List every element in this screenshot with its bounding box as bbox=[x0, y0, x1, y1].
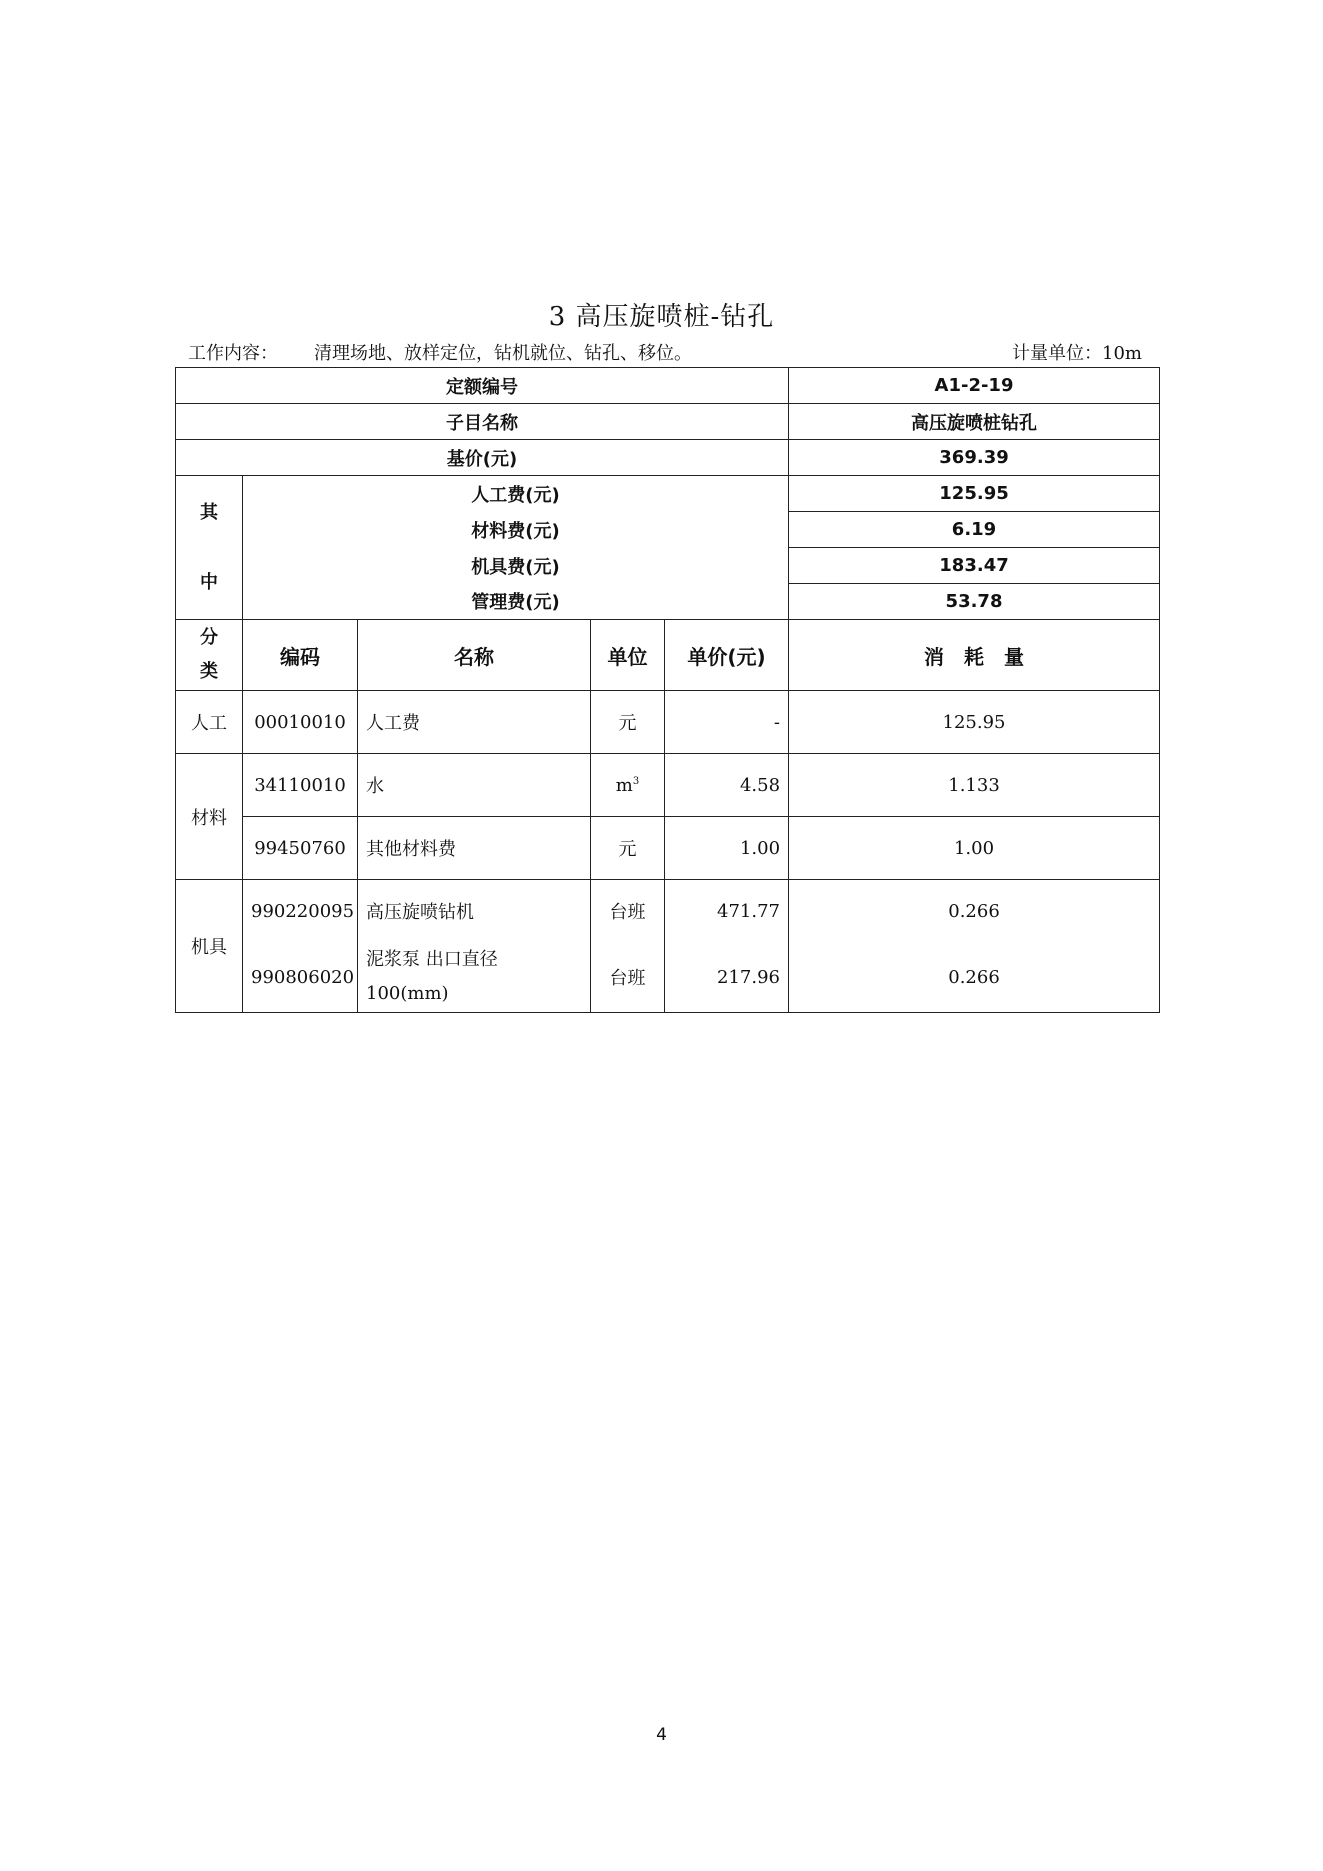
breakdown-category-cell bbox=[176, 476, 243, 620]
row-qty: 0.266 bbox=[789, 880, 1160, 943]
breakdown-row bbox=[176, 548, 1160, 584]
table-row bbox=[176, 691, 1160, 754]
breakdown-value: 183.47 bbox=[789, 548, 1160, 584]
breakdown-row bbox=[176, 512, 1160, 548]
row-unit: 台班 bbox=[591, 943, 665, 1013]
quota-table bbox=[175, 367, 1160, 1013]
breakdown-label-1: 其 bbox=[200, 501, 218, 523]
row-code: 34110010 bbox=[243, 754, 358, 817]
table-row bbox=[176, 817, 1160, 880]
row-name: 高压旋喷钻机 bbox=[358, 880, 591, 943]
base-price-value: 369.39 bbox=[789, 440, 1160, 476]
row-name: 水 bbox=[358, 754, 591, 817]
breakdown-row bbox=[176, 584, 1160, 620]
row-unit: 元 bbox=[591, 817, 665, 880]
group-machine: 机具 bbox=[176, 880, 243, 1013]
row-unit-text: m bbox=[615, 774, 633, 796]
col-category-1: 分 bbox=[200, 627, 218, 648]
row-name: 泥浆泵 出口直径 bbox=[366, 949, 498, 971]
work-content-line bbox=[188, 339, 1142, 365]
table-row bbox=[176, 943, 1160, 1013]
row-name-line2: 100(mm) bbox=[366, 983, 449, 1005]
work-content-label: 工作内容： bbox=[188, 343, 278, 364]
row-unit-sup: 3 bbox=[632, 775, 640, 787]
base-price-row bbox=[176, 440, 1160, 476]
col-consumption: 消 耗 量 bbox=[789, 620, 1160, 691]
row-price: 1.00 bbox=[665, 817, 789, 880]
row-price: 4.58 bbox=[665, 754, 789, 817]
table-row bbox=[176, 754, 1160, 817]
breakdown-label: 材料费(元) bbox=[243, 512, 789, 548]
row-price: - bbox=[665, 691, 789, 754]
breakdown-value: 53.78 bbox=[789, 584, 1160, 620]
item-name-label: 子目名称 bbox=[176, 404, 789, 440]
col-unit: 单位 bbox=[591, 620, 665, 691]
breakdown-label: 管理费(元) bbox=[243, 584, 789, 620]
item-name-row bbox=[176, 404, 1160, 440]
column-header-row bbox=[176, 620, 1160, 691]
col-name: 名称 bbox=[358, 620, 591, 691]
col-unit-price: 单价(元) bbox=[665, 620, 789, 691]
page-title: 3 高压旋喷桩-钻孔 bbox=[548, 302, 775, 332]
row-unit bbox=[591, 754, 665, 817]
col-category-2: 类 bbox=[200, 661, 218, 682]
breakdown-label: 机具费(元) bbox=[243, 548, 789, 584]
breakdown-value: 125.95 bbox=[789, 476, 1160, 512]
table-row bbox=[176, 880, 1160, 943]
base-price-label: 基价(元) bbox=[176, 440, 789, 476]
row-name-cell bbox=[358, 943, 591, 1013]
row-unit: 元 bbox=[591, 691, 665, 754]
quota-code-value: A1-2-19 bbox=[789, 368, 1160, 404]
row-code: 00010010 bbox=[243, 691, 358, 754]
row-code: 990806020 bbox=[243, 943, 358, 1013]
quota-code-row bbox=[176, 368, 1160, 404]
row-name: 人工费 bbox=[358, 691, 591, 754]
breakdown-label: 人工费(元) bbox=[243, 476, 789, 512]
unit-note: 计量单位：10m bbox=[1012, 343, 1142, 364]
quota-code-label: 定额编号 bbox=[176, 368, 789, 404]
work-content bbox=[188, 339, 692, 365]
row-qty: 0.266 bbox=[789, 943, 1160, 1013]
row-code: 99450760 bbox=[243, 817, 358, 880]
col-code: 编码 bbox=[243, 620, 358, 691]
breakdown-value: 6.19 bbox=[789, 512, 1160, 548]
col-category bbox=[176, 620, 243, 691]
page-number: 4 bbox=[656, 1725, 667, 1745]
breakdown-label-2: 中 bbox=[200, 571, 218, 593]
breakdown-row bbox=[176, 476, 1160, 512]
item-name-value: 高压旋喷桩钻孔 bbox=[789, 404, 1160, 440]
row-qty: 1.00 bbox=[789, 817, 1160, 880]
group-material: 材料 bbox=[176, 754, 243, 880]
group-labor: 人工 bbox=[176, 691, 243, 754]
work-content-text: 清理场地、放样定位，钻机就位、钻孔、移位。 bbox=[314, 343, 692, 364]
row-name: 其他材料费 bbox=[358, 817, 591, 880]
row-unit: 台班 bbox=[591, 880, 665, 943]
row-price: 217.96 bbox=[665, 943, 789, 1013]
row-qty: 125.95 bbox=[789, 691, 1160, 754]
row-qty: 1.133 bbox=[789, 754, 1160, 817]
row-code: 990220095 bbox=[243, 880, 358, 943]
row-price: 471.77 bbox=[665, 880, 789, 943]
